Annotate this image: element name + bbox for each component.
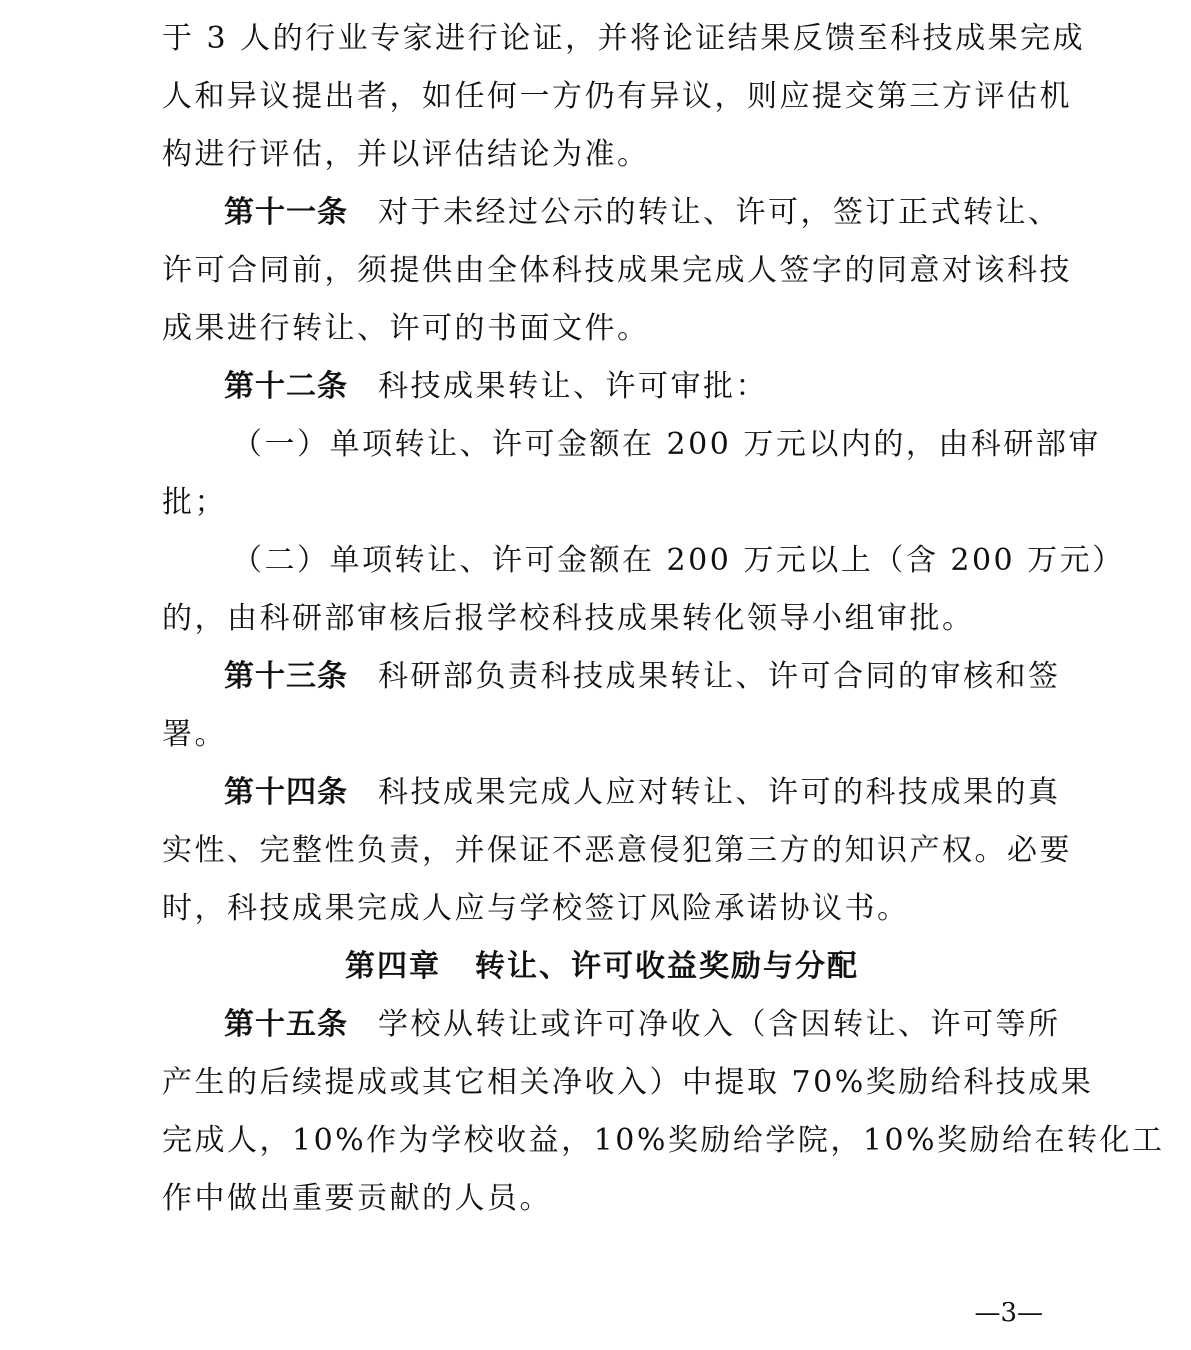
text-line: 对于未经过公示的转让、许可，签订正式转让、 [378, 195, 1061, 230]
article-12 [162, 358, 1042, 416]
text-line: 完成人，10%作为学校收益，10%奖励给学院，10%奖励给在转化工 [162, 1123, 1165, 1158]
article-label: 第十四条 [224, 775, 348, 810]
text-line: 构进行评估，并以评估结论为准。 [162, 137, 650, 172]
document-page [162, 10, 1165, 1228]
item-1 [162, 416, 1101, 532]
article-label: 第十二条 [224, 369, 348, 404]
text-line: 科技成果完成人应对转让、许可的科技成果的真 [378, 775, 1061, 810]
item-2 [162, 532, 1125, 648]
article-label: 第十五条 [224, 1007, 348, 1042]
text-line: 科研部负责科技成果转让、许可合同的审核和签 [378, 659, 1061, 694]
article-label: 第十一条 [224, 195, 348, 230]
text-line: 许可合同前，须提供由全体科技成果完成人签字的同意对该科技 [162, 253, 1072, 288]
chapter-title: 转让、许可收益奖励与分配 [475, 949, 859, 984]
text-line: 科技成果转让、许可审批： [378, 369, 768, 404]
text-line: 于 3 人的行业专家进行论证，并将论证结果反馈至科技成果完成 [162, 21, 1086, 56]
text-line: （二）单项转让、许可金额在 200 万元以上（含 200 万元） [232, 543, 1125, 578]
page-number: —3— [974, 1298, 1043, 1328]
text-line: 成果进行转让、许可的书面文件。 [162, 311, 650, 346]
text-line: 学校从转让或许可净收入（含因转让、许可等所 [378, 1007, 1061, 1042]
text-line: 的，由科研部审核后报学校科技成果转化领导小组审批。 [162, 601, 975, 636]
text-line: 作中做出重要贡献的人员。 [162, 1181, 552, 1216]
text-line: （一）单项转让、许可金额在 200 万元以内的，由科研部审 [232, 427, 1101, 462]
article-label: 第十三条 [224, 659, 348, 694]
article-11 [162, 184, 1072, 358]
article-13 [162, 648, 1061, 764]
chapter-heading [162, 938, 1042, 996]
article-15 [162, 996, 1165, 1228]
text-line: 产生的后续提成或其它相关净收入）中提取 70%奖励给科技成果 [162, 1065, 1094, 1100]
paragraph-continuation [162, 10, 1086, 184]
text-line: 实性、完整性负责，并保证不恶意侵犯第三方的知识产权。必要 [162, 833, 1072, 868]
text-line: 批； [162, 485, 227, 520]
text-line: 署。 [162, 717, 227, 752]
text-line: 人和异议提出者，如任何一方仍有异议，则应提交第三方评估机 [162, 79, 1072, 114]
article-14 [162, 764, 1072, 938]
chapter-number: 第四章 [345, 949, 441, 984]
text-line: 时，科技成果完成人应与学校签订风险承诺协议书。 [162, 891, 910, 926]
